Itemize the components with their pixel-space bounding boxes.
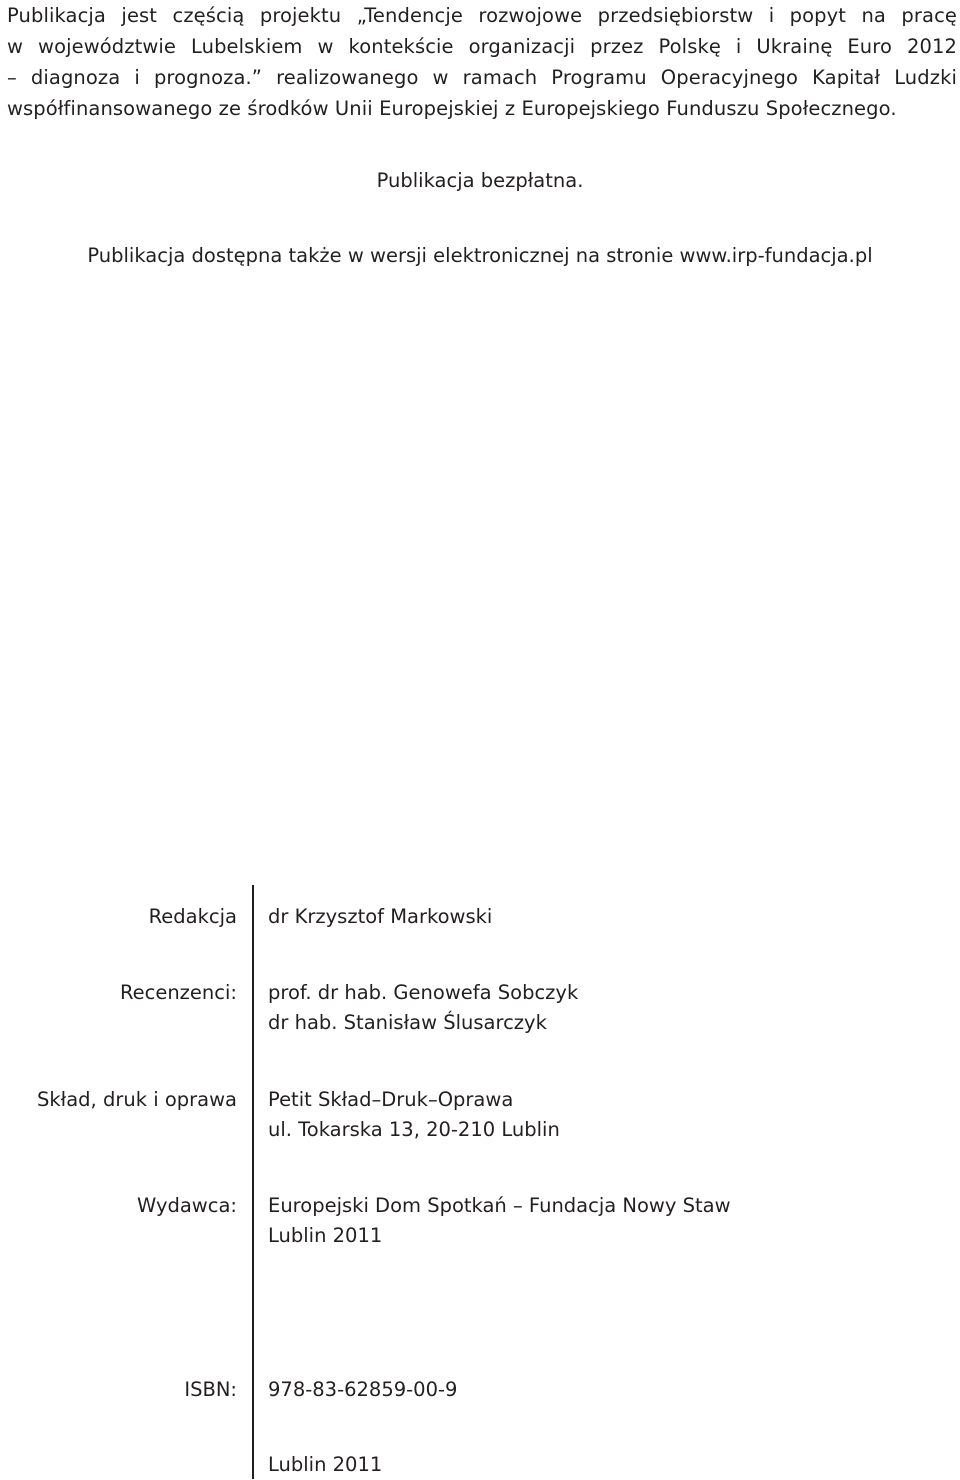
printer-name: Petit Skład–Druk–Oprawa	[268, 1088, 514, 1111]
intro-line: Publikacja jest częścią projektu „Tendencje rozwojowe przedsiębiorstw i popyt na pracę	[7, 4, 957, 27]
isbn-number: 978-83-62859-00-9	[268, 1378, 458, 1401]
reviewer-name: prof. dr hab. Genowefa Sobczyk	[268, 981, 579, 1004]
editor-value	[268, 902, 492, 932]
publisher-value	[268, 1191, 731, 1251]
printing-value	[268, 1085, 560, 1145]
editor-label: Redakcja	[148, 905, 237, 928]
editor-name: dr Krzysztof Markowski	[268, 905, 493, 928]
online-availability-note: Publikacja dostępna także w wersji elektronicznej na stronie www.irp-fundacja.pl	[87, 244, 873, 267]
printer-address: ul. Tokarska 13, 20-210 Lublin	[268, 1118, 560, 1141]
isbn-value	[268, 1375, 457, 1405]
place-date: Lublin 2011	[268, 1453, 383, 1476]
free-publication-note: Publikacja bezpłatna.	[376, 169, 584, 192]
isbn-label: ISBN:	[184, 1378, 237, 1401]
reviewers-label: Recenzenci:	[119, 981, 237, 1004]
intro-line: w województwie Lubelskiem w kontekście organizacji przez Polskę i Ukrainę Euro 2012	[7, 35, 957, 58]
publisher-name: Europejski Dom Spotkań – Fundacja Nowy Staw	[268, 1194, 731, 1217]
reviewer-name: dr hab. Stanisław Ślusarczyk	[268, 1011, 547, 1034]
intro-paragraph	[7, 0, 957, 124]
credits-divider	[252, 885, 254, 1479]
intro-line: współfinansowanego ze środków Unii Europejskiej z Europejskiego Funduszu Społecznego.	[7, 97, 897, 120]
reviewers-value	[268, 978, 578, 1038]
printing-label: Skład, druk i oprawa	[37, 1088, 237, 1111]
publisher-label: Wydawca:	[137, 1194, 237, 1217]
intro-line: – diagnoza i prognoza.” realizowanego w ramach Programu Operacyjnego Kapitał Ludzki	[7, 66, 957, 89]
publisher-place-date: Lublin 2011	[268, 1224, 383, 1247]
